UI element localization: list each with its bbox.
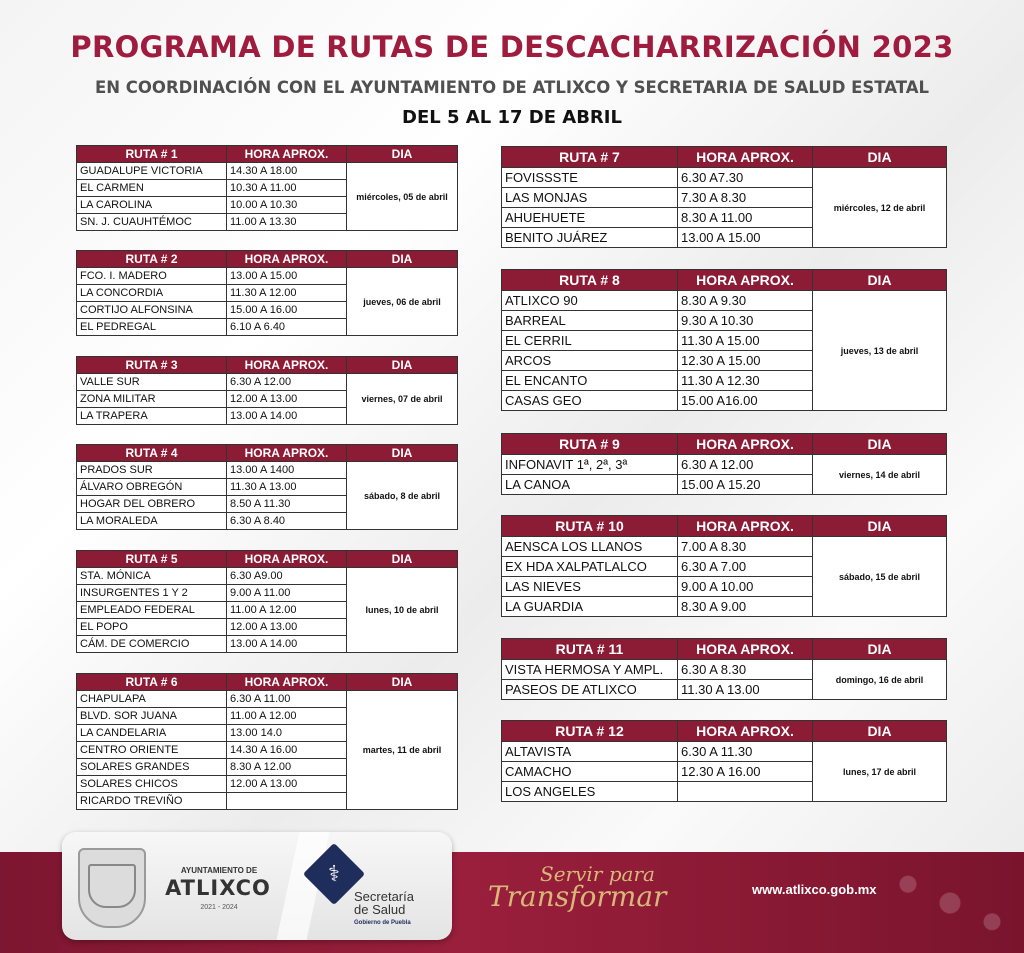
- stop-hours: 6.30 A 8.30: [678, 660, 813, 680]
- stop-place: BARREAL: [502, 311, 678, 331]
- stop-hours: [678, 782, 813, 802]
- stop-place: LA CONCORDIA: [77, 285, 227, 302]
- stop-hours: 8.50 A 11.30: [227, 496, 347, 513]
- ornament-pattern: [880, 856, 1020, 950]
- stop-hours: 9.00 A 11.00: [227, 585, 347, 602]
- stop-place: FOVISSSTE: [502, 168, 678, 188]
- route-name: RUTA # 12: [502, 721, 678, 742]
- stop-place: FCO. I. MADERO: [77, 268, 227, 285]
- route-name: RUTA # 10: [502, 516, 678, 537]
- dia-header: DIA: [347, 357, 458, 374]
- stop-hours: 11.00 A 12.00: [227, 602, 347, 619]
- route-day: viernes, 07 de abril: [347, 374, 458, 425]
- stop-hours: 11.30 A 15.00: [678, 331, 813, 351]
- stop-place: ZONA MILITAR: [77, 391, 227, 408]
- dia-header: DIA: [813, 147, 947, 168]
- route-day: miércoles, 12 de abril: [813, 168, 947, 248]
- hora-header: HORA APROX.: [678, 721, 813, 742]
- table-row: [502, 537, 947, 557]
- ayuntamiento-label: AYUNTAMIENTO DE: [180, 866, 258, 875]
- stop-hours: 13.00 A 15.00: [678, 228, 813, 248]
- route-day: jueves, 06 de abril: [347, 268, 458, 336]
- route-header-row: [502, 639, 947, 660]
- dia-header: DIA: [347, 674, 458, 691]
- atlixco-shield-icon: [78, 848, 146, 928]
- stop-place: HOGAR DEL OBRERO: [77, 496, 227, 513]
- stop-place: LAS MONJAS: [502, 188, 678, 208]
- hora-header: HORA APROX.: [227, 357, 347, 374]
- route-header-row: [502, 434, 947, 455]
- stop-place: LA MORALEDA: [77, 513, 227, 530]
- route-header-row: [502, 516, 947, 537]
- route-table-4: [76, 444, 458, 530]
- route-day: martes, 11 de abril: [347, 691, 458, 810]
- hora-header: HORA APROX.: [678, 516, 813, 537]
- stop-hours: 13.00 A 14.00: [227, 408, 347, 425]
- table-row: [77, 374, 458, 391]
- route-table-9: [501, 433, 947, 495]
- stop-hours: 15.00 A16.00: [678, 391, 813, 411]
- stop-place: AENSCA LOS LLANOS: [502, 537, 678, 557]
- stop-hours: 9.30 A 10.30: [678, 311, 813, 331]
- table-row: [77, 691, 458, 708]
- stop-place: LA CAROLINA: [77, 197, 227, 214]
- route-day: miércoles, 05 de abril: [347, 163, 458, 231]
- stop-place: GUADALUPE VICTORIA: [77, 163, 227, 180]
- stop-hours: 7.30 A 8.30: [678, 188, 813, 208]
- stop-hours: 11.00 A 12.00: [227, 708, 347, 725]
- stop-hours: 8.30 A 9.30: [678, 291, 813, 311]
- route-header-row: [77, 146, 458, 163]
- stop-place: CHAPULAPA: [77, 691, 227, 708]
- table-row: [77, 462, 458, 479]
- table-row: [77, 163, 458, 180]
- secretaria-salud-logo: [354, 890, 414, 916]
- stop-hours: 10.30 A 11.00: [227, 180, 347, 197]
- stop-hours: 12.00 A 13.00: [227, 619, 347, 636]
- hora-header: HORA APROX.: [678, 270, 813, 291]
- route-table-2: [76, 250, 458, 336]
- route-header-row: [77, 674, 458, 691]
- route-header-row: [77, 551, 458, 568]
- slogan-line-1: Servir para: [540, 862, 655, 886]
- stop-place: LA CANOA: [502, 475, 678, 495]
- stop-place: BLVD. SOR JUANA: [77, 708, 227, 725]
- stop-place: STA. MÓNICA: [77, 568, 227, 585]
- route-name: RUTA # 5: [77, 551, 227, 568]
- date-range: DEL 5 AL 17 DE ABRIL: [402, 107, 622, 128]
- stop-hours: 12.00 A 13.00: [227, 776, 347, 793]
- stop-place: PASEOS DE ATLIXCO: [502, 680, 678, 700]
- stop-hours: 14.30 A 16.00: [227, 742, 347, 759]
- salud-line-1: Secretaría: [354, 889, 414, 904]
- route-name: RUTA # 1: [77, 146, 227, 163]
- stop-hours: 12.30 A 15.00: [678, 351, 813, 371]
- stop-place: RICARDO TREVIÑO: [77, 793, 227, 810]
- stop-place: ARCOS: [502, 351, 678, 371]
- table-row: [502, 291, 947, 311]
- stop-place: EL CERRIL: [502, 331, 678, 351]
- stop-place: ALTAVISTA: [502, 742, 678, 762]
- page-title: PROGRAMA DE RUTAS DE DESCACHARRIZACIÓN 2023: [70, 30, 954, 64]
- stop-hours: 14.30 A 18.00: [227, 163, 347, 180]
- stop-place: LA GUARDIA: [502, 597, 678, 617]
- stop-hours: 6.30 A 11.00: [227, 691, 347, 708]
- route-day: sábado, 8 de abril: [347, 462, 458, 530]
- dia-header: DIA: [347, 251, 458, 268]
- route-table-5: [76, 550, 458, 653]
- table-row: [502, 660, 947, 680]
- dia-header: DIA: [813, 434, 947, 455]
- route-name: RUTA # 8: [502, 270, 678, 291]
- route-name: RUTA # 7: [502, 147, 678, 168]
- route-day: lunes, 10 de abril: [347, 568, 458, 653]
- stop-hours: 13.00 A 1400: [227, 462, 347, 479]
- stop-hours: 15.00 A 16.00: [227, 302, 347, 319]
- gobierno-puebla-label: Gobierno de Puebla: [354, 920, 411, 926]
- stop-place: BENITO JUÁREZ: [502, 228, 678, 248]
- stop-place: CÁM. DE COMERCIO: [77, 636, 227, 653]
- website-link[interactable]: www.atlixco.gob.mx: [752, 882, 877, 897]
- route-name: RUTA # 9: [502, 434, 678, 455]
- stop-hours: 11.30 A 12.00: [227, 285, 347, 302]
- salud-line-2: de Salud: [354, 902, 406, 917]
- route-name: RUTA # 6: [77, 674, 227, 691]
- stop-place: PRADOS SUR: [77, 462, 227, 479]
- route-table-1: [76, 145, 458, 231]
- stop-place: SOLARES CHICOS: [77, 776, 227, 793]
- stop-place: LAS NIEVES: [502, 577, 678, 597]
- route-table-6: [76, 673, 458, 810]
- dia-header: DIA: [347, 445, 458, 462]
- stop-hours: 8.30 A 11.00: [678, 208, 813, 228]
- stop-place: EL ENCANTO: [502, 371, 678, 391]
- stop-place: ATLIXCO 90: [502, 291, 678, 311]
- stop-hours: 13.00 A 15.00: [227, 268, 347, 285]
- dia-header: DIA: [813, 721, 947, 742]
- route-day: lunes, 17 de abril: [813, 742, 947, 802]
- route-day: sábado, 15 de abril: [813, 537, 947, 617]
- route-table-8: [501, 269, 947, 411]
- stop-hours: 15.00 A 15.20: [678, 475, 813, 495]
- stop-hours: 6.30 A9.00: [227, 568, 347, 585]
- route-table-11: [501, 638, 947, 700]
- table-row: [77, 268, 458, 285]
- page-subtitle: EN COORDINACIÓN CON EL AYUNTAMIENTO DE ATLIXCO Y SECRETARIA DE SALUD ESTATAL: [94, 78, 930, 97]
- atlixco-logo-text: ATLIXCO: [165, 876, 271, 900]
- stop-hours: 12.00 A 13.00: [227, 391, 347, 408]
- route-name: RUTA # 4: [77, 445, 227, 462]
- stop-place: INFONAVIT 1ª, 2ª, 3ª: [502, 455, 678, 475]
- dia-header: DIA: [813, 639, 947, 660]
- stop-hours: 8.30 A 12.00: [227, 759, 347, 776]
- stop-place: EL POPO: [77, 619, 227, 636]
- stop-hours: 6.30 A 12.00: [227, 374, 347, 391]
- stop-hours: 6.30 A 8.40: [227, 513, 347, 530]
- stop-place: LA TRAPERA: [77, 408, 227, 425]
- administration-years: 2021 - 2024: [200, 904, 238, 911]
- route-header-row: [502, 721, 947, 742]
- route-header-row: [77, 251, 458, 268]
- dia-header: DIA: [347, 146, 458, 163]
- stop-hours: 6.30 A 12.00: [678, 455, 813, 475]
- stop-place: CAMACHO: [502, 762, 678, 782]
- route-day: domingo, 16 de abril: [813, 660, 947, 700]
- stop-hours: 11.00 A 13.30: [227, 214, 347, 231]
- table-row: [502, 742, 947, 762]
- stop-place: AHUEHUETE: [502, 208, 678, 228]
- stop-place: ÁLVARO OBREGÓN: [77, 479, 227, 496]
- table-row: [502, 168, 947, 188]
- dia-header: DIA: [813, 270, 947, 291]
- stop-place: LOS ANGELES: [502, 782, 678, 802]
- hora-header: HORA APROX.: [227, 146, 347, 163]
- hora-header: HORA APROX.: [227, 251, 347, 268]
- stop-place: EX HDA XALPATLALCO: [502, 557, 678, 577]
- hora-header: HORA APROX.: [227, 445, 347, 462]
- hora-header: HORA APROX.: [227, 674, 347, 691]
- route-table-10: [501, 515, 947, 617]
- stop-place: EMPLEADO FEDERAL: [77, 602, 227, 619]
- stop-hours: 13.00 A 14.00: [227, 636, 347, 653]
- route-name: RUTA # 11: [502, 639, 678, 660]
- stop-place: CASAS GEO: [502, 391, 678, 411]
- route-table-7: [501, 146, 947, 248]
- route-table-12: [501, 720, 947, 802]
- route-day: jueves, 13 de abril: [813, 291, 947, 411]
- route-table-3: [76, 356, 458, 425]
- route-day: viernes, 14 de abril: [813, 455, 947, 495]
- stop-place: VISTA HERMOSA Y AMPL.: [502, 660, 678, 680]
- stop-hours: 6.30 A 11.30: [678, 742, 813, 762]
- route-header-row: [77, 445, 458, 462]
- stop-place: LA CANDELARIA: [77, 725, 227, 742]
- slogan-line-2: Transformar: [488, 880, 667, 913]
- stop-hours: 7.00 A 8.30: [678, 537, 813, 557]
- stop-hours: 11.30 A 13.00: [678, 680, 813, 700]
- hora-header: HORA APROX.: [678, 434, 813, 455]
- hora-header: HORA APROX.: [678, 639, 813, 660]
- table-row: [77, 568, 458, 585]
- route-header-row: [502, 270, 947, 291]
- dia-header: DIA: [813, 516, 947, 537]
- stop-hours: 12.30 A 16.00: [678, 762, 813, 782]
- health-emblem-icon: ⚕: [303, 843, 365, 905]
- stop-hours: 13.00 14.0: [227, 725, 347, 742]
- stop-hours: 10.00 A 10.30: [227, 197, 347, 214]
- stop-place: INSURGENTES 1 Y 2: [77, 585, 227, 602]
- stop-hours: 6.30 A 7.00: [678, 557, 813, 577]
- footer-logo-card: [62, 832, 452, 940]
- stop-place: CORTIJO ALFONSINA: [77, 302, 227, 319]
- route-name: RUTA # 3: [77, 357, 227, 374]
- stop-place: VALLE SUR: [77, 374, 227, 391]
- stop-hours: [227, 793, 347, 810]
- hora-header: HORA APROX.: [678, 147, 813, 168]
- stop-place: SN. J. CUAUHTÉMOC: [77, 214, 227, 231]
- route-header-row: [77, 357, 458, 374]
- stop-place: CENTRO ORIENTE: [77, 742, 227, 759]
- stop-hours: 6.30 A7.30: [678, 168, 813, 188]
- dia-header: DIA: [347, 551, 458, 568]
- stop-hours: 6.10 A 6.40: [227, 319, 347, 336]
- route-header-row: [502, 147, 947, 168]
- hora-header: HORA APROX.: [227, 551, 347, 568]
- stop-hours: 11.30 A 12.30: [678, 371, 813, 391]
- stop-place: SOLARES GRANDES: [77, 759, 227, 776]
- stop-place: EL CARMEN: [77, 180, 227, 197]
- stop-hours: 9.00 A 10.00: [678, 577, 813, 597]
- stop-place: EL PEDREGAL: [77, 319, 227, 336]
- table-row: [502, 455, 947, 475]
- stop-hours: 11.30 A 13.00: [227, 479, 347, 496]
- route-name: RUTA # 2: [77, 251, 227, 268]
- stop-hours: 8.30 A 9.00: [678, 597, 813, 617]
